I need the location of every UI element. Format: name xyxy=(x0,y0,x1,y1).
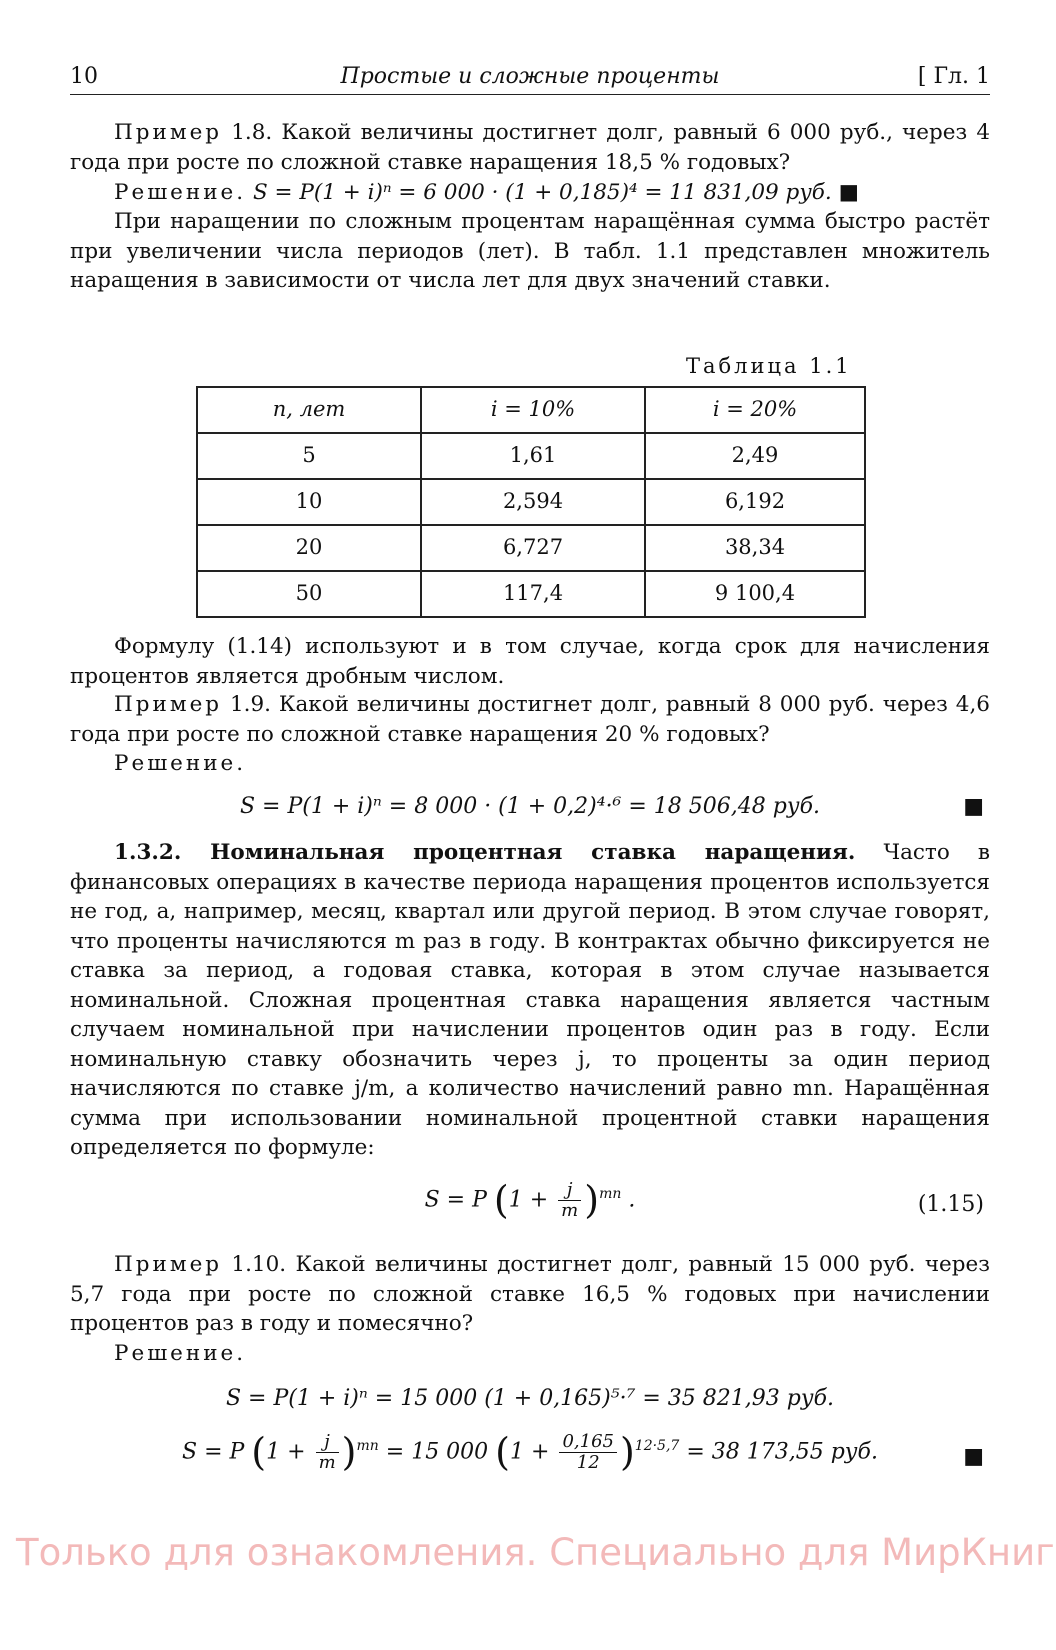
paragraph-growth: При наращении по сложным процентам наращённая сумма быстро растёт при увеличении числа периодов (лет). В табл. 1.1 представлен множитель наращения в зависимости от числа лет для двух значений ставки. xyxy=(70,209,990,293)
formula-exponent: mn xyxy=(599,1186,622,1203)
growth-factor-table xyxy=(196,386,866,618)
example-label: Пример xyxy=(114,692,223,717)
example-1-9 xyxy=(70,690,990,749)
example-1-8 xyxy=(70,118,990,177)
example-1-10 xyxy=(70,1250,990,1339)
equation-text: S = P(1 + i)ⁿ = 15 000 (1 + 0,165)⁵·⁷ = 35 821,93 руб. xyxy=(225,1386,835,1411)
example-1-9-solution-label xyxy=(70,749,990,779)
open-paren: ( xyxy=(251,1429,267,1474)
table-cell: 2,594 xyxy=(421,479,645,525)
chapter-label: [ Гл. 1 xyxy=(917,64,990,89)
fraction-j-m xyxy=(316,1432,339,1473)
equation-1-10-annual xyxy=(70,1384,990,1424)
table-row xyxy=(197,479,865,525)
page-number: 10 xyxy=(70,64,98,89)
table-cell: 117,4 xyxy=(421,571,645,617)
open-paren: ( xyxy=(493,1177,509,1222)
fraction-numerator: j xyxy=(558,1180,581,1201)
table-cell: 6,727 xyxy=(421,525,645,571)
solution-label: Решение. xyxy=(114,751,247,776)
fraction-numerator: j xyxy=(316,1432,339,1453)
formula-left: S = P xyxy=(424,1187,487,1213)
table-header-row xyxy=(197,387,865,433)
fraction-j-m xyxy=(558,1180,581,1221)
table-cell: 6,192 xyxy=(645,479,865,525)
formula-one-plus: 1 + xyxy=(508,1187,549,1213)
equation-1-9 xyxy=(70,792,990,832)
solution-label: Решение. xyxy=(114,1341,247,1366)
table-cell: 5 xyxy=(197,433,421,479)
section-text: Часто в финансовых операциях в качестве периода наращения процентов используется не год, а, например, месяц, квартал или другой период. В этом случае говорят, что проценты начисляются m раз в году. В контрактах обычно фиксируется не ставка за период, а годовая ставка, которая в этом случае называется номинальной. Сложная процентная ставка наращения является частным случаем номинальной при начислении процентов один раз в году. Если номинальную ставку обозначить через j, то проценты за один период начисляются по ставке j/m, а количество начислений равно mn. Наращённая сумма при использовании номинальной процентной ставки наращения определяется по формуле: xyxy=(70,840,990,1160)
eq2-one-plus: 1 + xyxy=(266,1439,306,1465)
eq2-exponent: 12·5,7 xyxy=(634,1438,680,1455)
table-cell: 50 xyxy=(197,571,421,617)
section-1-3-2 xyxy=(70,838,990,1163)
page-header xyxy=(70,60,990,95)
solution-label: Решение. xyxy=(114,180,247,205)
eq2-middle: = 15 000 xyxy=(385,1439,489,1465)
section-heading: 1.3.2. Номинальная процентная ставка наращения. xyxy=(114,840,856,865)
table-row xyxy=(197,433,865,479)
eq2-result: = 38 173,55 руб. xyxy=(686,1439,878,1465)
fraction-denominator: 12 xyxy=(576,1452,600,1473)
example-text: 1.9. Какой величины достигнет долг, равный 8 000 руб. через 4,6 года при росте по сложной ставке наращения 20 % годовых? xyxy=(70,692,990,747)
running-title: Простые и сложные проценты xyxy=(340,64,720,89)
fraction-denominator: m xyxy=(561,1200,579,1221)
table-cell: 20 xyxy=(197,525,421,571)
close-paren: ) xyxy=(584,1177,600,1222)
fraction-denominator: m xyxy=(318,1452,336,1473)
table-cell: 2,49 xyxy=(645,433,865,479)
table-header-cell: n, лет xyxy=(197,387,421,433)
solution-equation: S = P(1 + i)ⁿ = 6 000 · (1 + 0,185)⁴ = 11 831,09 руб. ■ xyxy=(252,180,859,205)
equation-1-10-monthly xyxy=(70,1429,990,1488)
formula-1-15 xyxy=(70,1177,990,1236)
close-paren: ) xyxy=(341,1429,357,1474)
eq2-exponent: mn xyxy=(356,1438,379,1455)
fraction-rate-months xyxy=(559,1432,617,1473)
table-row xyxy=(197,525,865,571)
fraction-numerator: 0,165 xyxy=(559,1432,617,1453)
table-row xyxy=(197,571,865,617)
table-cell: 9 100,4 xyxy=(645,571,865,617)
formula-dot: . xyxy=(628,1187,636,1213)
table-header-cell: i = 20% xyxy=(645,387,865,433)
example-1-10-solution-label xyxy=(70,1339,990,1369)
eq2-left: S = P xyxy=(182,1439,245,1465)
example-label: Пример xyxy=(114,120,223,145)
example-text: 1.10. Какой величины достигнет долг, равный 15 000 руб. через 5,7 года при росте по сложной ставке 16,5 % годовых при начислении процентов раз в году и помесячно? xyxy=(70,1252,990,1336)
table-cell: 1,61 xyxy=(421,433,645,479)
table-caption: Таблица 1.1 xyxy=(686,354,852,378)
open-paren: ( xyxy=(495,1429,510,1474)
table-header-cell: i = 10% xyxy=(421,387,645,433)
close-paren: ) xyxy=(619,1429,635,1474)
equation-text: S = P(1 + i)ⁿ = 8 000 · (1 + 0,2)⁴·⁶ = 18 506,48 руб. xyxy=(239,794,821,819)
eq2-one-plus: 1 + xyxy=(510,1439,550,1465)
qed-mark: ■ xyxy=(963,1444,984,1469)
example-1-8-solution xyxy=(70,178,990,208)
paragraph-formula-use: Формулу (1.14) используют и в том случае, когда срок для начисления процентов является дробным числом. xyxy=(70,634,990,689)
table-cell: 38,34 xyxy=(645,525,865,571)
watermark-text: Только для ознакомления. Специально для МирКниг xyxy=(16,1531,1055,1574)
example-label: Пример xyxy=(114,1252,223,1277)
table-cell: 10 xyxy=(197,479,421,525)
example-text: 1.8. Какой величины достигнет долг, равный 6 000 руб., через 4 года при росте по сложной ставке наращения 18,5 % годовых? xyxy=(70,120,990,175)
qed-mark: ■ xyxy=(963,794,984,819)
equation-number: (1.15) xyxy=(917,1192,984,1217)
